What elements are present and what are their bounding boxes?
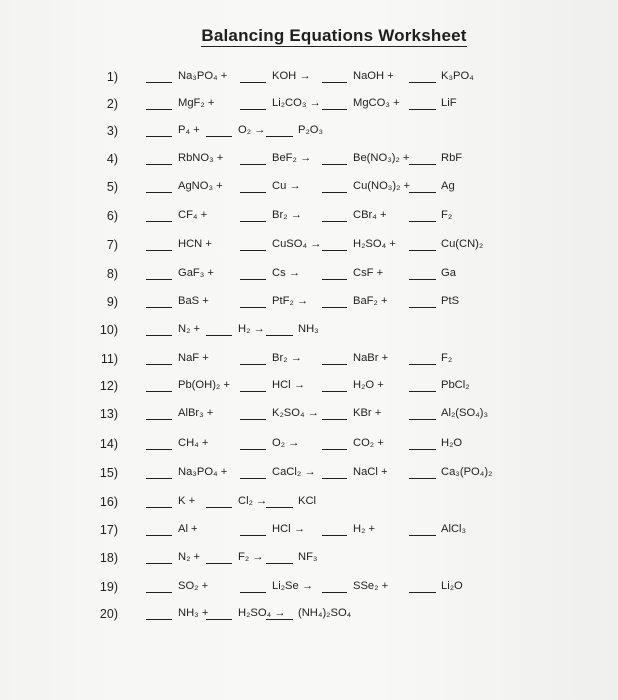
- chemical-term: BaF₂ +: [353, 295, 388, 307]
- problem-number: 11): [100, 352, 118, 366]
- coefficient-blank[interactable]: [322, 535, 347, 536]
- coefficient-blank[interactable]: [322, 82, 347, 83]
- coefficient-blank[interactable]: [240, 82, 266, 83]
- problem-row: [0, 265, 618, 287]
- chemical-term: CF₄ +: [178, 209, 208, 221]
- problem-number: 18): [99, 551, 118, 565]
- chemical-term: F₂: [441, 352, 453, 364]
- coefficient-blank[interactable]: [322, 279, 347, 280]
- chemical-term: Cl₂ →: [238, 495, 268, 507]
- coefficient-blank[interactable]: [409, 419, 436, 420]
- chemical-term: NaF +: [178, 352, 209, 364]
- chemical-term: MgCO₃ +: [353, 97, 400, 109]
- problem-row: [0, 236, 618, 258]
- problem-row: [0, 321, 618, 343]
- coefficient-blank[interactable]: [240, 279, 266, 280]
- coefficient-blank[interactable]: [322, 250, 347, 251]
- coefficient-blank[interactable]: [409, 478, 436, 479]
- chemical-term: AlBr₃ +: [178, 407, 214, 419]
- chemical-term: AgNO₃ +: [178, 180, 223, 192]
- problem-number: 13): [99, 407, 118, 421]
- chemical-term: N₂ +: [178, 551, 201, 563]
- coefficient-blank[interactable]: [206, 563, 232, 564]
- problem-number: 1): [106, 70, 118, 84]
- problem-row: [0, 521, 618, 543]
- chemical-term: NaBr +: [353, 352, 389, 364]
- chemical-term: H₂SO₄ +: [353, 238, 396, 250]
- coefficient-blank[interactable]: [266, 619, 293, 620]
- coefficient-blank[interactable]: [240, 449, 266, 450]
- problem-number: 7): [106, 238, 118, 252]
- problem-number: 14): [99, 437, 118, 451]
- coefficient-blank[interactable]: [146, 592, 172, 593]
- coefficient-blank[interactable]: [206, 507, 232, 508]
- chemical-term: Cu(NO₃)₂ +: [353, 180, 411, 192]
- coefficient-blank[interactable]: [146, 335, 172, 336]
- coefficient-blank[interactable]: [409, 221, 436, 222]
- coefficient-blank[interactable]: [146, 619, 172, 620]
- chemical-term: P₂O₃: [298, 124, 324, 136]
- coefficient-blank[interactable]: [146, 419, 172, 420]
- chemical-term: Li₂CO₃ →: [272, 97, 321, 109]
- problem-row: [0, 207, 618, 229]
- chemical-term: Ca₃(PO₄)₂: [441, 466, 493, 478]
- chemical-term: NaOH +: [353, 70, 394, 82]
- problem-row: [0, 150, 618, 172]
- problem-number: 16): [99, 495, 118, 509]
- chemical-term: Al₂(SO₄)₃: [441, 407, 489, 419]
- chemical-term: HCN +: [178, 238, 212, 250]
- chemical-term: AlCl₃: [441, 523, 467, 535]
- chemical-term: CsF +: [353, 267, 384, 279]
- coefficient-blank[interactable]: [146, 307, 172, 308]
- chemical-term: HCl →: [272, 523, 305, 535]
- chemical-term: H₂O: [441, 437, 463, 449]
- chemical-term: NH₃: [298, 323, 319, 335]
- coefficient-blank[interactable]: [266, 563, 293, 564]
- chemical-term: O₂ →: [238, 124, 266, 136]
- problem-number: 5): [106, 180, 118, 194]
- coefficient-blank[interactable]: [322, 478, 347, 479]
- chemical-term: N₂ +: [178, 323, 201, 335]
- coefficient-blank[interactable]: [322, 307, 347, 308]
- coefficient-blank[interactable]: [146, 391, 172, 392]
- coefficient-blank[interactable]: [146, 136, 172, 137]
- coefficient-blank[interactable]: [409, 535, 436, 536]
- problem-number: 15): [99, 466, 118, 480]
- chemical-term: SO₂ +: [178, 580, 209, 592]
- chemical-term: MgF₂ +: [178, 97, 215, 109]
- coefficient-blank[interactable]: [240, 364, 266, 365]
- chemical-term: CO₂ +: [353, 437, 384, 449]
- chemical-term: Br₂ →: [272, 352, 302, 364]
- coefficient-blank[interactable]: [409, 164, 436, 165]
- coefficient-blank[interactable]: [206, 136, 232, 137]
- problem-number: 3): [106, 124, 118, 138]
- chemical-term: CaCl₂ →: [272, 466, 316, 478]
- chemical-term: RbF: [441, 152, 463, 164]
- chemical-term: SSe₂ +: [353, 580, 389, 592]
- coefficient-blank[interactable]: [409, 192, 436, 193]
- problem-number: 19): [99, 580, 118, 594]
- coefficient-blank[interactable]: [240, 250, 266, 251]
- chemical-term: PtS: [441, 295, 460, 307]
- chemical-term: Cu →: [272, 180, 301, 192]
- chemical-term: HCl →: [272, 379, 305, 391]
- chemical-term: CH₄ +: [178, 437, 209, 449]
- coefficient-blank[interactable]: [322, 391, 347, 392]
- coefficient-blank[interactable]: [146, 192, 172, 193]
- problem-row: [0, 178, 618, 200]
- coefficient-blank[interactable]: [240, 164, 266, 165]
- chemical-term: NH₃ +: [178, 607, 209, 619]
- chemical-term: Cs →: [272, 267, 300, 279]
- coefficient-blank[interactable]: [266, 507, 293, 508]
- problem-row: [0, 122, 618, 144]
- chemical-term: BaS +: [178, 295, 209, 307]
- chemical-term: P₄ +: [178, 124, 200, 136]
- chemical-term: Ag: [441, 180, 455, 192]
- coefficient-blank[interactable]: [322, 419, 347, 420]
- coefficient-blank[interactable]: [146, 535, 172, 536]
- problem-row: [0, 293, 618, 315]
- coefficient-blank[interactable]: [266, 335, 293, 336]
- coefficient-blank[interactable]: [206, 335, 232, 336]
- chemical-term: H₂SO₄ →: [238, 607, 286, 619]
- problem-number: 8): [106, 267, 118, 281]
- chemical-term: BeF₂ →: [272, 152, 312, 164]
- chemical-term: KCl: [298, 495, 317, 507]
- chemical-term: K +: [178, 495, 196, 507]
- coefficient-blank[interactable]: [240, 109, 266, 110]
- coefficient-blank[interactable]: [146, 563, 172, 564]
- chemical-term: GaF₃ +: [178, 267, 214, 279]
- coefficient-blank[interactable]: [240, 419, 266, 420]
- coefficient-blank[interactable]: [409, 592, 436, 593]
- problem-row: [0, 350, 618, 372]
- chemical-term: Al +: [178, 523, 198, 535]
- chemical-term: Li₂Se →: [272, 580, 314, 592]
- coefficient-blank[interactable]: [322, 592, 347, 593]
- chemical-term: H₂ +: [353, 523, 376, 535]
- coefficient-blank[interactable]: [409, 82, 436, 83]
- coefficient-blank[interactable]: [146, 507, 172, 508]
- problem-row: [0, 549, 618, 571]
- problem-number: 17): [99, 523, 118, 537]
- coefficient-blank[interactable]: [146, 164, 172, 165]
- coefficient-blank[interactable]: [409, 391, 436, 392]
- coefficient-blank[interactable]: [409, 109, 436, 110]
- chemical-term: NaCl +: [353, 466, 388, 478]
- coefficient-blank[interactable]: [240, 192, 266, 193]
- chemical-term: (NH₄)₂SO₄: [298, 607, 352, 619]
- chemical-term: KBr +: [353, 407, 382, 419]
- problem-number: 2): [106, 97, 118, 111]
- problem-row: [0, 493, 618, 515]
- chemical-term: Na₃PO₄ +: [178, 466, 228, 478]
- chemical-term: LiF: [441, 97, 457, 109]
- coefficient-blank[interactable]: [240, 478, 266, 479]
- problem-row: [0, 405, 618, 427]
- problem-row: [0, 95, 618, 117]
- coefficient-blank[interactable]: [146, 221, 172, 222]
- problem-number: 10): [99, 323, 118, 337]
- coefficient-blank[interactable]: [322, 109, 347, 110]
- coefficient-blank[interactable]: [322, 221, 347, 222]
- coefficient-blank[interactable]: [146, 364, 172, 365]
- coefficient-blank[interactable]: [146, 109, 172, 110]
- chemical-term: Cu(CN)₂: [441, 238, 484, 250]
- problem-number: 9): [106, 295, 118, 309]
- coefficient-blank[interactable]: [146, 82, 172, 83]
- coefficient-blank[interactable]: [240, 221, 266, 222]
- chemical-term: PbCl₂: [441, 379, 470, 391]
- coefficient-blank[interactable]: [322, 192, 347, 193]
- chemical-term: RbNO₃ +: [178, 152, 224, 164]
- coefficient-blank[interactable]: [409, 250, 436, 251]
- problem-number: 6): [106, 209, 118, 223]
- coefficient-blank[interactable]: [266, 136, 293, 137]
- coefficient-blank[interactable]: [240, 535, 266, 536]
- chemical-term: Br₂ →: [272, 209, 302, 221]
- chemical-term: CuSO₄ →: [272, 238, 322, 250]
- problem-number: 12): [99, 379, 118, 393]
- coefficient-blank[interactable]: [146, 449, 172, 450]
- problem-number: 4): [106, 152, 118, 166]
- chemical-term: Pb(OH)₂ +: [178, 379, 230, 391]
- chemical-term: O₂ →: [272, 437, 300, 449]
- coefficient-blank[interactable]: [409, 279, 436, 280]
- coefficient-blank[interactable]: [409, 449, 436, 450]
- chemical-term: H₂ →: [238, 323, 265, 335]
- chemical-term: KOH →: [272, 70, 311, 82]
- coefficient-blank[interactable]: [206, 619, 232, 620]
- coefficient-blank[interactable]: [409, 364, 436, 365]
- coefficient-blank[interactable]: [146, 250, 172, 251]
- chemical-term: Ga: [441, 267, 456, 279]
- chemical-term: K₃PO₄: [441, 70, 474, 82]
- problem-row: [0, 464, 618, 486]
- problem-row: [0, 68, 618, 90]
- chemical-term: F₂: [441, 209, 453, 221]
- coefficient-blank[interactable]: [322, 449, 347, 450]
- problem-row: [0, 605, 618, 627]
- chemical-term: H₂O +: [353, 379, 384, 391]
- chemical-term: Na₃PO₄ +: [178, 70, 228, 82]
- coefficient-blank[interactable]: [146, 478, 172, 479]
- chemical-term: NF₃: [298, 551, 318, 563]
- chemical-term: Li₂O: [441, 580, 463, 592]
- coefficient-blank[interactable]: [409, 307, 436, 308]
- chemical-term: Be(NO₃)₂ +: [353, 152, 410, 164]
- coefficient-blank[interactable]: [322, 164, 347, 165]
- coefficient-blank[interactable]: [322, 364, 347, 365]
- chemical-term: F₂ →: [238, 551, 264, 563]
- chemical-term: PtF₂ →: [272, 295, 309, 307]
- problem-row: [0, 377, 618, 399]
- coefficient-blank[interactable]: [240, 307, 266, 308]
- worksheet-title: Balancing Equations Worksheet: [201, 26, 467, 45]
- problem-row: [0, 435, 618, 457]
- coefficient-blank[interactable]: [240, 391, 266, 392]
- coefficient-blank[interactable]: [146, 279, 172, 280]
- problem-number: 20): [99, 607, 118, 621]
- chemical-term: CBr₄ +: [353, 209, 387, 221]
- chemical-term: K₂SO₄ →: [272, 407, 319, 419]
- problem-row: [0, 578, 618, 600]
- coefficient-blank[interactable]: [240, 592, 266, 593]
